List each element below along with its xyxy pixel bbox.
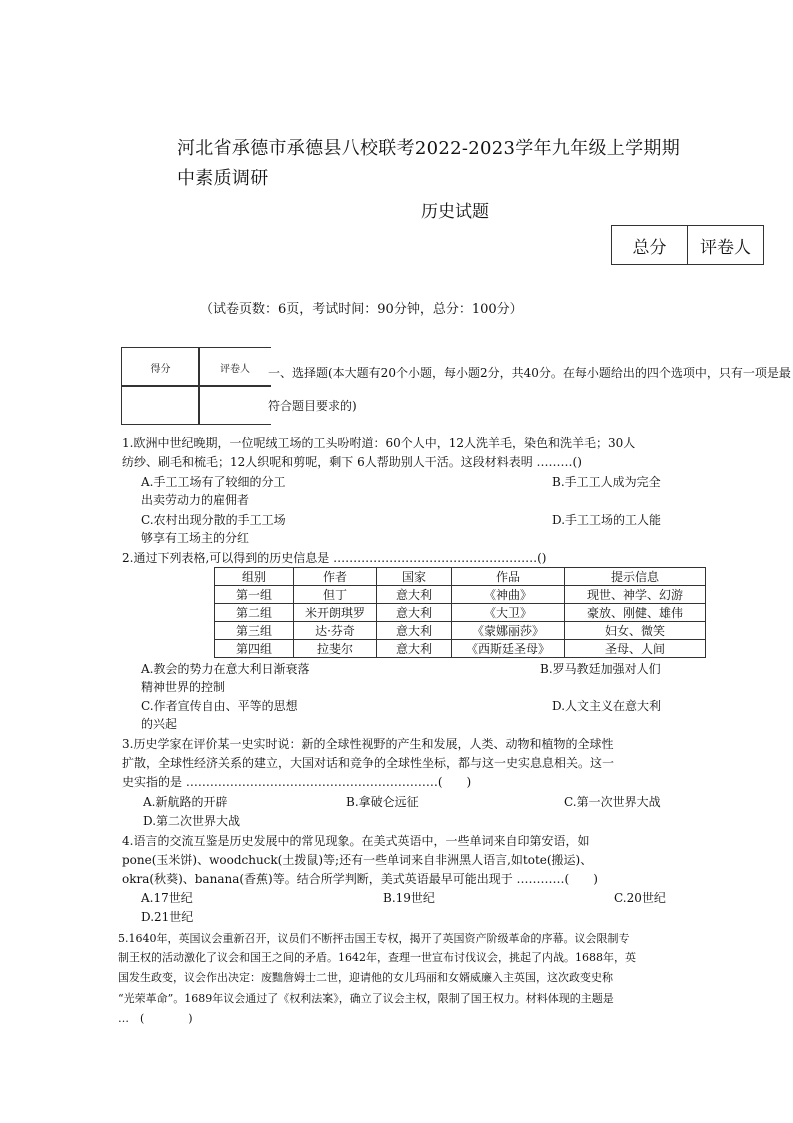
q5-line2: 制王权的活动激化了议会和国王之间的矛盾。1642年，查理一世宣布讨伐议会，挑起了内战。1688年，英 xyxy=(118,951,636,964)
cell: 第三组 xyxy=(215,622,294,640)
q3-option-b: B.拿破仑远征 xyxy=(346,795,419,809)
q2-option-a: A.教会的势力在意大利日渐衰落 xyxy=(141,662,310,676)
cell: 第二组 xyxy=(215,604,294,622)
works-table-header xyxy=(215,568,706,586)
q4-option-a: A.17世纪 xyxy=(141,891,193,905)
cell: 但丁 xyxy=(294,586,377,604)
table-row xyxy=(215,586,706,604)
cell: 现世、神学、幻游 xyxy=(565,586,706,604)
q1-option-b-cont: 出卖劳动力的雇佣者 xyxy=(141,493,250,507)
q1-option-a: A.手工工场有了较细的分工 xyxy=(141,475,286,489)
cell: 意大利 xyxy=(377,622,452,640)
q5-line5: … ( ) xyxy=(118,1012,193,1025)
grader-label: 评卷人 xyxy=(687,226,763,264)
score-box xyxy=(611,225,764,265)
cell: 米开朗琪罗 xyxy=(294,604,377,622)
cell: 《大卫》 xyxy=(452,604,565,622)
score-cell-empty xyxy=(121,385,200,425)
cell: 第四组 xyxy=(215,640,294,658)
exam-title-line1: 河北省承德市承德县八校联考2022-2023学年九年级上学期期 xyxy=(177,138,680,159)
q3-option-d: D.第二次世界大战 xyxy=(143,814,241,828)
col-header: 组别 xyxy=(215,568,294,586)
q1-option-d-cont: 够享有工场主的分红 xyxy=(141,531,250,545)
cell: 妇女、微笑 xyxy=(565,622,706,640)
section1-instruction-line2: 符合题目要求的) xyxy=(268,399,357,413)
col-header: 提示信息 xyxy=(565,568,706,586)
cell: 圣母、人间 xyxy=(565,640,706,658)
q3-stem-line3: 史实指的是 ………………………………………………………( ) xyxy=(122,775,472,789)
cell: 《蒙娜丽莎》 xyxy=(452,622,565,640)
q1-option-d: D.手工工场的工人能 xyxy=(552,513,662,527)
q1-option-c: C.农村出现分散的手工工场 xyxy=(141,513,286,527)
q5-line1: 5.1640年，英国议会重新召开，议员们不断抨击国王专权，揭开了英国资产阶级革命的序幕。议会限制专 xyxy=(118,932,630,945)
section1-instruction-line1: 一、选择题(本大题有20个小题，每小题2分，共40分。在每小题给出的四个选项中，只有一项是最 xyxy=(268,366,791,380)
q4-option-d: D.21世纪 xyxy=(141,910,194,924)
q3-option-a: A.新航路的开辟 xyxy=(143,795,228,809)
cell: 豪放、刚健、雄伟 xyxy=(565,604,706,622)
q5-line3: 国发生政变，议会作出决定：废黜詹姆士二世，迎请他的女儿玛丽和女婿威廉入主英国，这次政变史称 xyxy=(118,971,613,984)
cell: 第一组 xyxy=(215,586,294,604)
col-header: 作品 xyxy=(452,568,565,586)
q4-option-c: C.20世纪 xyxy=(614,891,666,905)
q1-option-b: B.手工工人成为完全 xyxy=(552,475,661,489)
q2-option-d: D.人文主义在意大利 xyxy=(552,699,662,713)
q3-stem-line1: 3.历史学家在评价某一史实时说：新的全球性视野的产生和发展，人类、动物和植物的全球性 xyxy=(122,737,614,751)
score-cell-label: 得分 xyxy=(121,347,200,387)
cell: 意大利 xyxy=(377,640,452,658)
grader-cell-label: 评卷人 xyxy=(198,347,271,387)
works-table xyxy=(214,567,706,658)
q4-option-b: B.19世纪 xyxy=(383,891,435,905)
table-row xyxy=(215,622,706,640)
q1-stem-line1: 1.欧洲中世纪晚期，一位呢绒工场的工头吩咐道：60个人中，12人洗羊毛，染色和洗羊毛；30人 xyxy=(122,436,636,450)
col-header: 作者 xyxy=(294,568,377,586)
q2-option-b: B.罗马教廷加强对人们 xyxy=(540,662,661,676)
table-row xyxy=(215,640,706,658)
q3-stem-line2: 扩散，全球性经济关系的建立，大国对话和竞争的全球性坐标，都与这一史实息息相关。这一 xyxy=(122,756,615,770)
q3-option-c: C.第一次世界大战 xyxy=(564,795,661,809)
cell: 达·芬奇 xyxy=(294,622,377,640)
q2-option-c: C.作者宣传自由、平等的思想 xyxy=(141,699,298,713)
q2-stem: 2.通过下列表格,可以得到的历史信息是 ……………………………………………() xyxy=(122,551,547,565)
q4-stem-line1: 4.语言的交流互鉴是历史发展中的常见现象。在美式英语中，一些单词来自印第安语，如 xyxy=(122,834,590,848)
cell: 意大利 xyxy=(377,604,452,622)
q2-option-d-cont: 的兴起 xyxy=(141,717,178,731)
cell: 拉斐尔 xyxy=(294,640,377,658)
cell: 意大利 xyxy=(377,586,452,604)
col-header: 国家 xyxy=(377,568,452,586)
grader-cell-empty xyxy=(198,385,271,425)
exam-title-line2: 中素质调研 xyxy=(177,168,269,189)
section1-grader-table xyxy=(121,347,270,424)
q5-line4: “光荣革命”。1689年议会通过了《权利法案》，确立了议会主权，限制了国王权力。材料体现的主题是 xyxy=(118,992,614,1005)
total-score-label: 总分 xyxy=(632,237,667,258)
q4-stem-line3: okra(秋葵)、banana(香蕉)等。结合所学判断，美式英语最早可能出现于 …………( ) xyxy=(122,872,598,886)
exam-info: （试卷页数：6页，考试时间：90分钟，总分：100分） xyxy=(200,302,523,317)
subject-title: 历史试题 xyxy=(421,202,489,222)
table-row xyxy=(215,604,706,622)
cell: 《西斯廷圣母》 xyxy=(452,640,565,658)
q1-stem-line2: 纺纱、刷毛和梳毛；12人织呢和剪呢，剩下 6人帮助别人干活。这段材料表明 ………() xyxy=(122,455,582,469)
q2-option-b-cont: 精神世界的控制 xyxy=(141,680,226,694)
q4-stem-line2: pone(玉米饼)、woodchuck(土拨鼠)等;还有一些单词来自非洲黑人语言,如tote(搬运)、 xyxy=(122,853,593,867)
cell: 《神曲》 xyxy=(452,586,565,604)
